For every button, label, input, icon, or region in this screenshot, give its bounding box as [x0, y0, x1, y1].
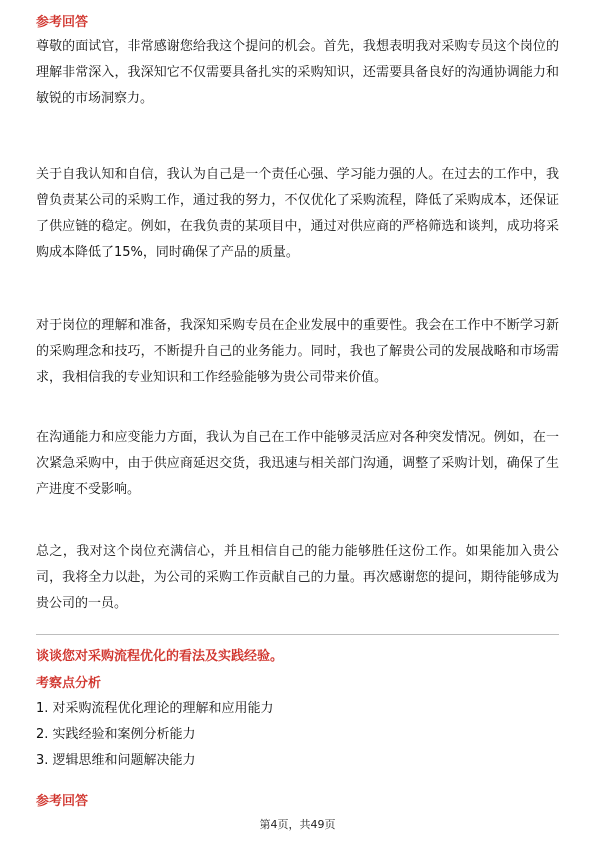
answer-paragraph-4: 在沟通能力和应变能力方面，我认为自己在工作中能够灵活应对各种突发情况。例如，在一次紧急采购中，由于供应商延迟交货，我迅速与相关部门沟通，调整了采购计划，确保了生产进度不受影响。	[36, 430, 559, 497]
document-page	[36, 0, 559, 842]
analysis-item: 2. 实践经验和案例分析能力	[36, 727, 196, 742]
answer-paragraph-2: 关于自我认知和自信，我认为自己是一个责任心强、学习能力强的人。在过去的工作中，我曾负责某公司的采购工作，通过我的努力，不仅优化了采购流程，降低了采购成本，还保证了供应链的稳定。例如，在我负责的某项目中，通过对供应商的严格筛选和谈判，成功将采购成本降低了15%，同时确保了产品的质量。	[36, 167, 559, 260]
analysis-heading: 考察点分析	[36, 676, 102, 691]
reference-answer-heading: 参考回答	[36, 15, 89, 30]
analysis-item: 1. 对采购流程优化理论的理解和应用能力	[36, 701, 274, 716]
analysis-item: 3. 逻辑思维和问题解决能力	[36, 753, 196, 768]
answer-paragraph-1: 尊敬的面试官，非常感谢您给我这个提问的机会。首先，我想表明我对采购专员这个岗位的理解非常深入，我深知它不仅需要具备扎实的采购知识，还需要具备良好的沟通协调能力和敏锐的市场洞察力。	[36, 39, 559, 106]
analysis-list	[36, 696, 559, 774]
answer-paragraph-5: 总之，我对这个岗位充满信心，并且相信自己的能力能够胜任这份工作。如果能加入贵公司，我将全力以赴，为公司的采购工作贡献自己的力量。再次感谢您的提问，期待能够成为贵公司的一员。	[36, 544, 559, 611]
answer-paragraph-3: 对于岗位的理解和准备，我深知采购专员在企业发展中的重要性。我会在工作中不断学习新的采购理念和技巧，不断提升自己的业务能力。同时，我也了解贵公司的发展战略和市场需求，我相信我的专业知识和工作经验能够为贵公司带来价值。	[36, 318, 559, 385]
section-divider	[36, 634, 559, 635]
question-heading: 谈谈您对采购流程优化的看法及实践经验。	[36, 649, 284, 664]
reference-answer-heading-2: 参考回答	[36, 794, 89, 809]
page-number: 第4页，共49页	[259, 818, 336, 831]
